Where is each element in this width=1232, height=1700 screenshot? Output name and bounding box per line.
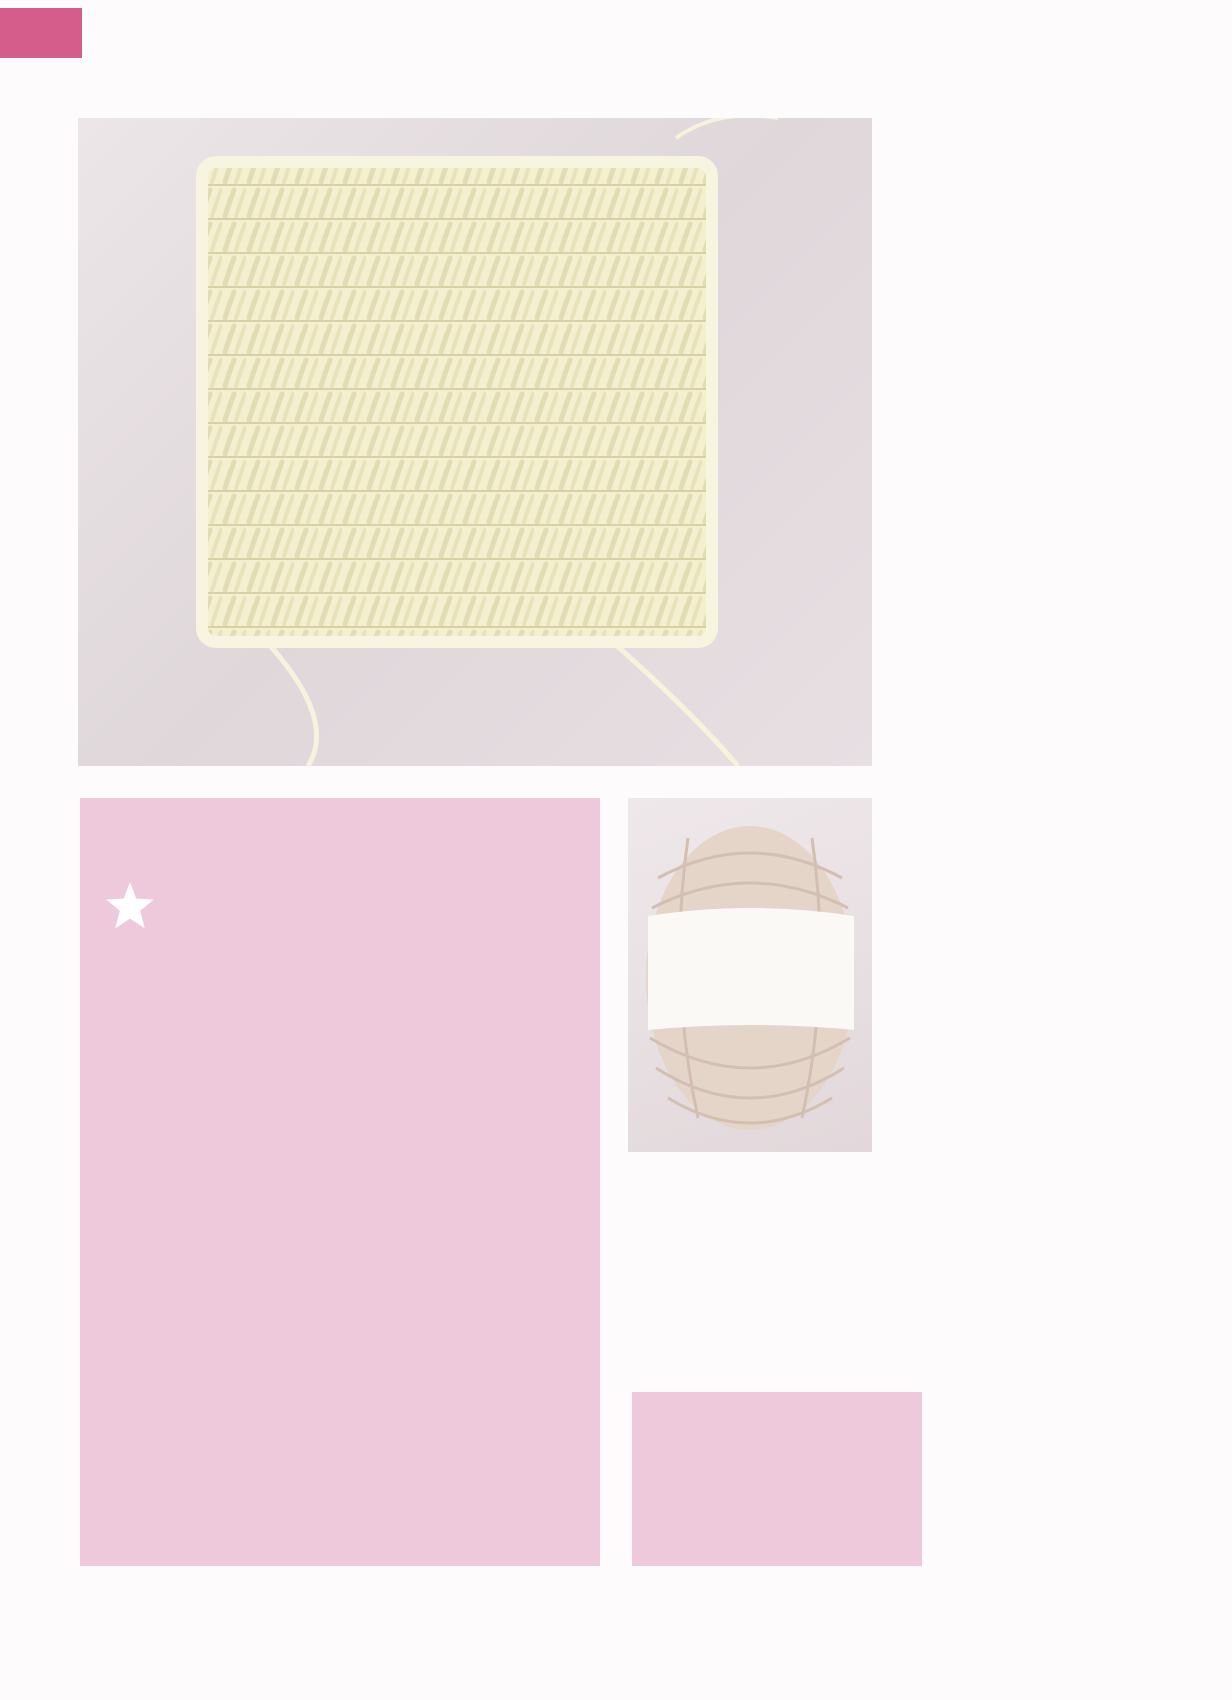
page-number [0, 8, 82, 58]
getting-started-box [80, 798, 600, 1566]
legend-row-experienced [642, 1501, 650, 1530]
legend-row-expert [642, 1530, 650, 1559]
crochet-square-illustration [78, 118, 872, 766]
star-icon [104, 880, 156, 932]
crochet-square-photo [78, 118, 872, 766]
yarn-ball-illustration [628, 798, 872, 1152]
yarn-ball-photo [628, 798, 872, 1152]
legend-row-beginner [642, 1472, 650, 1501]
difficulty-legend [632, 1392, 922, 1566]
